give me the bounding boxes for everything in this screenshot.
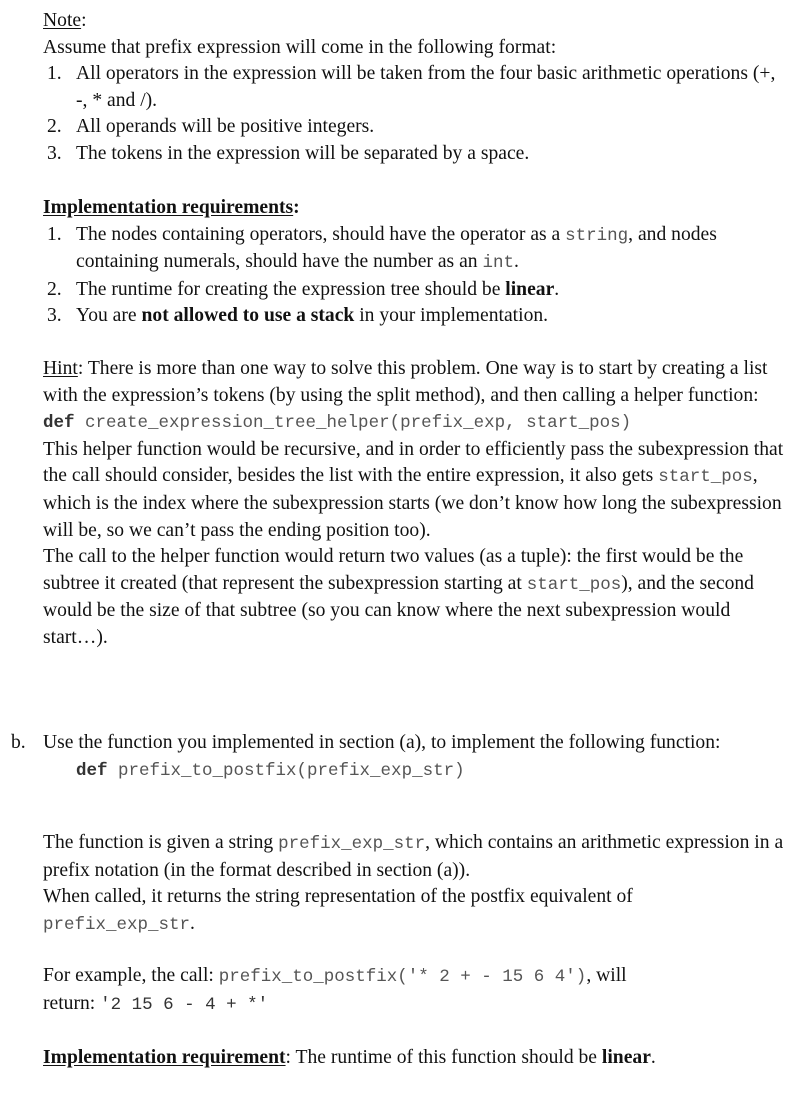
note-section <box>43 8 788 168</box>
code-inline: int <box>482 253 514 274</box>
hint-paragraph-3: The call to the helper function would return two values (as a tuple): the first would be the subtree it created (that represent the subexpression starting at start_pos), and the second would be the size of that subtree (so you can know where the next subexpression would start…). <box>43 546 754 648</box>
section-b-description <box>43 830 788 938</box>
section-b <box>43 730 788 784</box>
code-inline: string <box>565 225 629 246</box>
section-b-intro: Use the function you implemented in section (a), to implement the following function: <box>43 732 721 753</box>
code-inline: start_pos <box>658 467 753 488</box>
list-item: 1. All operators in the expression will be taken from the four basic arithmetic operations (+, -, * and /). <box>47 63 776 111</box>
hint-label: Hint <box>43 358 78 379</box>
list-item: 2. The runtime for creating the expression tree should be linear. <box>47 278 560 300</box>
desc-paragraph-2: When called, it returns the string representation of the postfix equivalent of prefix_exp_str. <box>43 886 633 935</box>
impl-section <box>43 195 788 330</box>
hint-paragraph: Hint: There is more than one way to solve this problem. One way is to start by creating a list with the expression’s tokens (by using the split method), and then calling a helper function: <box>43 358 768 406</box>
impl-list <box>43 222 788 330</box>
final-requirement: Implementation requirement: The runtime of this function should be linear. <box>43 1047 656 1068</box>
section-b-letter: b. <box>11 732 26 753</box>
hint-section <box>43 356 788 652</box>
return-line: return: '2 15 6 - 4 + *' <box>43 992 269 1015</box>
example-section <box>43 963 788 1018</box>
hint-paragraph-2: This helper function would be recursive, and in order to efficiently pass the subexpression that the call should consider, besides the list with the entire expression, it also gets start_pos, which is the index where the subexpression starts (we don’t know how long the subexpression will be, so we can’t pass the ending position too). <box>43 438 784 541</box>
req-label: Implementation requirement <box>43 1047 286 1068</box>
list-item: 1. The nodes containing operators, should have the operator as a string, and nodes containing numerals, should have the number as an int. <box>47 223 717 274</box>
note-heading-line: Note: <box>43 10 87 31</box>
code-inline: prefix_exp_str <box>43 914 191 935</box>
code-inline: prefix_to_postfix('* 2 + - 15 6 4') <box>218 967 587 987</box>
list-item: 3. The tokens in the expression will be separated by a space. <box>47 142 530 164</box>
impl-heading: Implementation requirements <box>43 197 294 218</box>
example-line: For example, the call: prefix_to_postfix('* 2 + - 15 6 4'), will <box>43 965 627 987</box>
prefix-to-postfix-def-code: def prefix_to_postfix(prefix_exp_str) <box>76 760 465 781</box>
list-item: 2. All operands will be positive integers. <box>47 116 375 138</box>
code-inline: prefix_exp_str <box>278 834 426 854</box>
note-list <box>43 61 788 167</box>
code-inline: '2 15 6 - 4 + *' <box>100 994 269 1015</box>
note-intro: Assume that prefix expression will come in the following format: <box>43 36 557 58</box>
helper-def-code: def create_expression_tree_helper(prefix_exp, start_pos) <box>43 413 632 434</box>
list-item: 3. You are not allowed to use a stack in your implementation. <box>47 305 549 327</box>
note-heading: Note <box>43 10 82 31</box>
desc-paragraph-1: The function is given a string prefix_exp_str, which contains an arithmetic expression in a prefix notation (in the format described in section (a)). <box>43 832 784 881</box>
impl-heading-line: Implementation requirements: <box>43 197 300 218</box>
code-inline: start_pos <box>526 574 622 595</box>
